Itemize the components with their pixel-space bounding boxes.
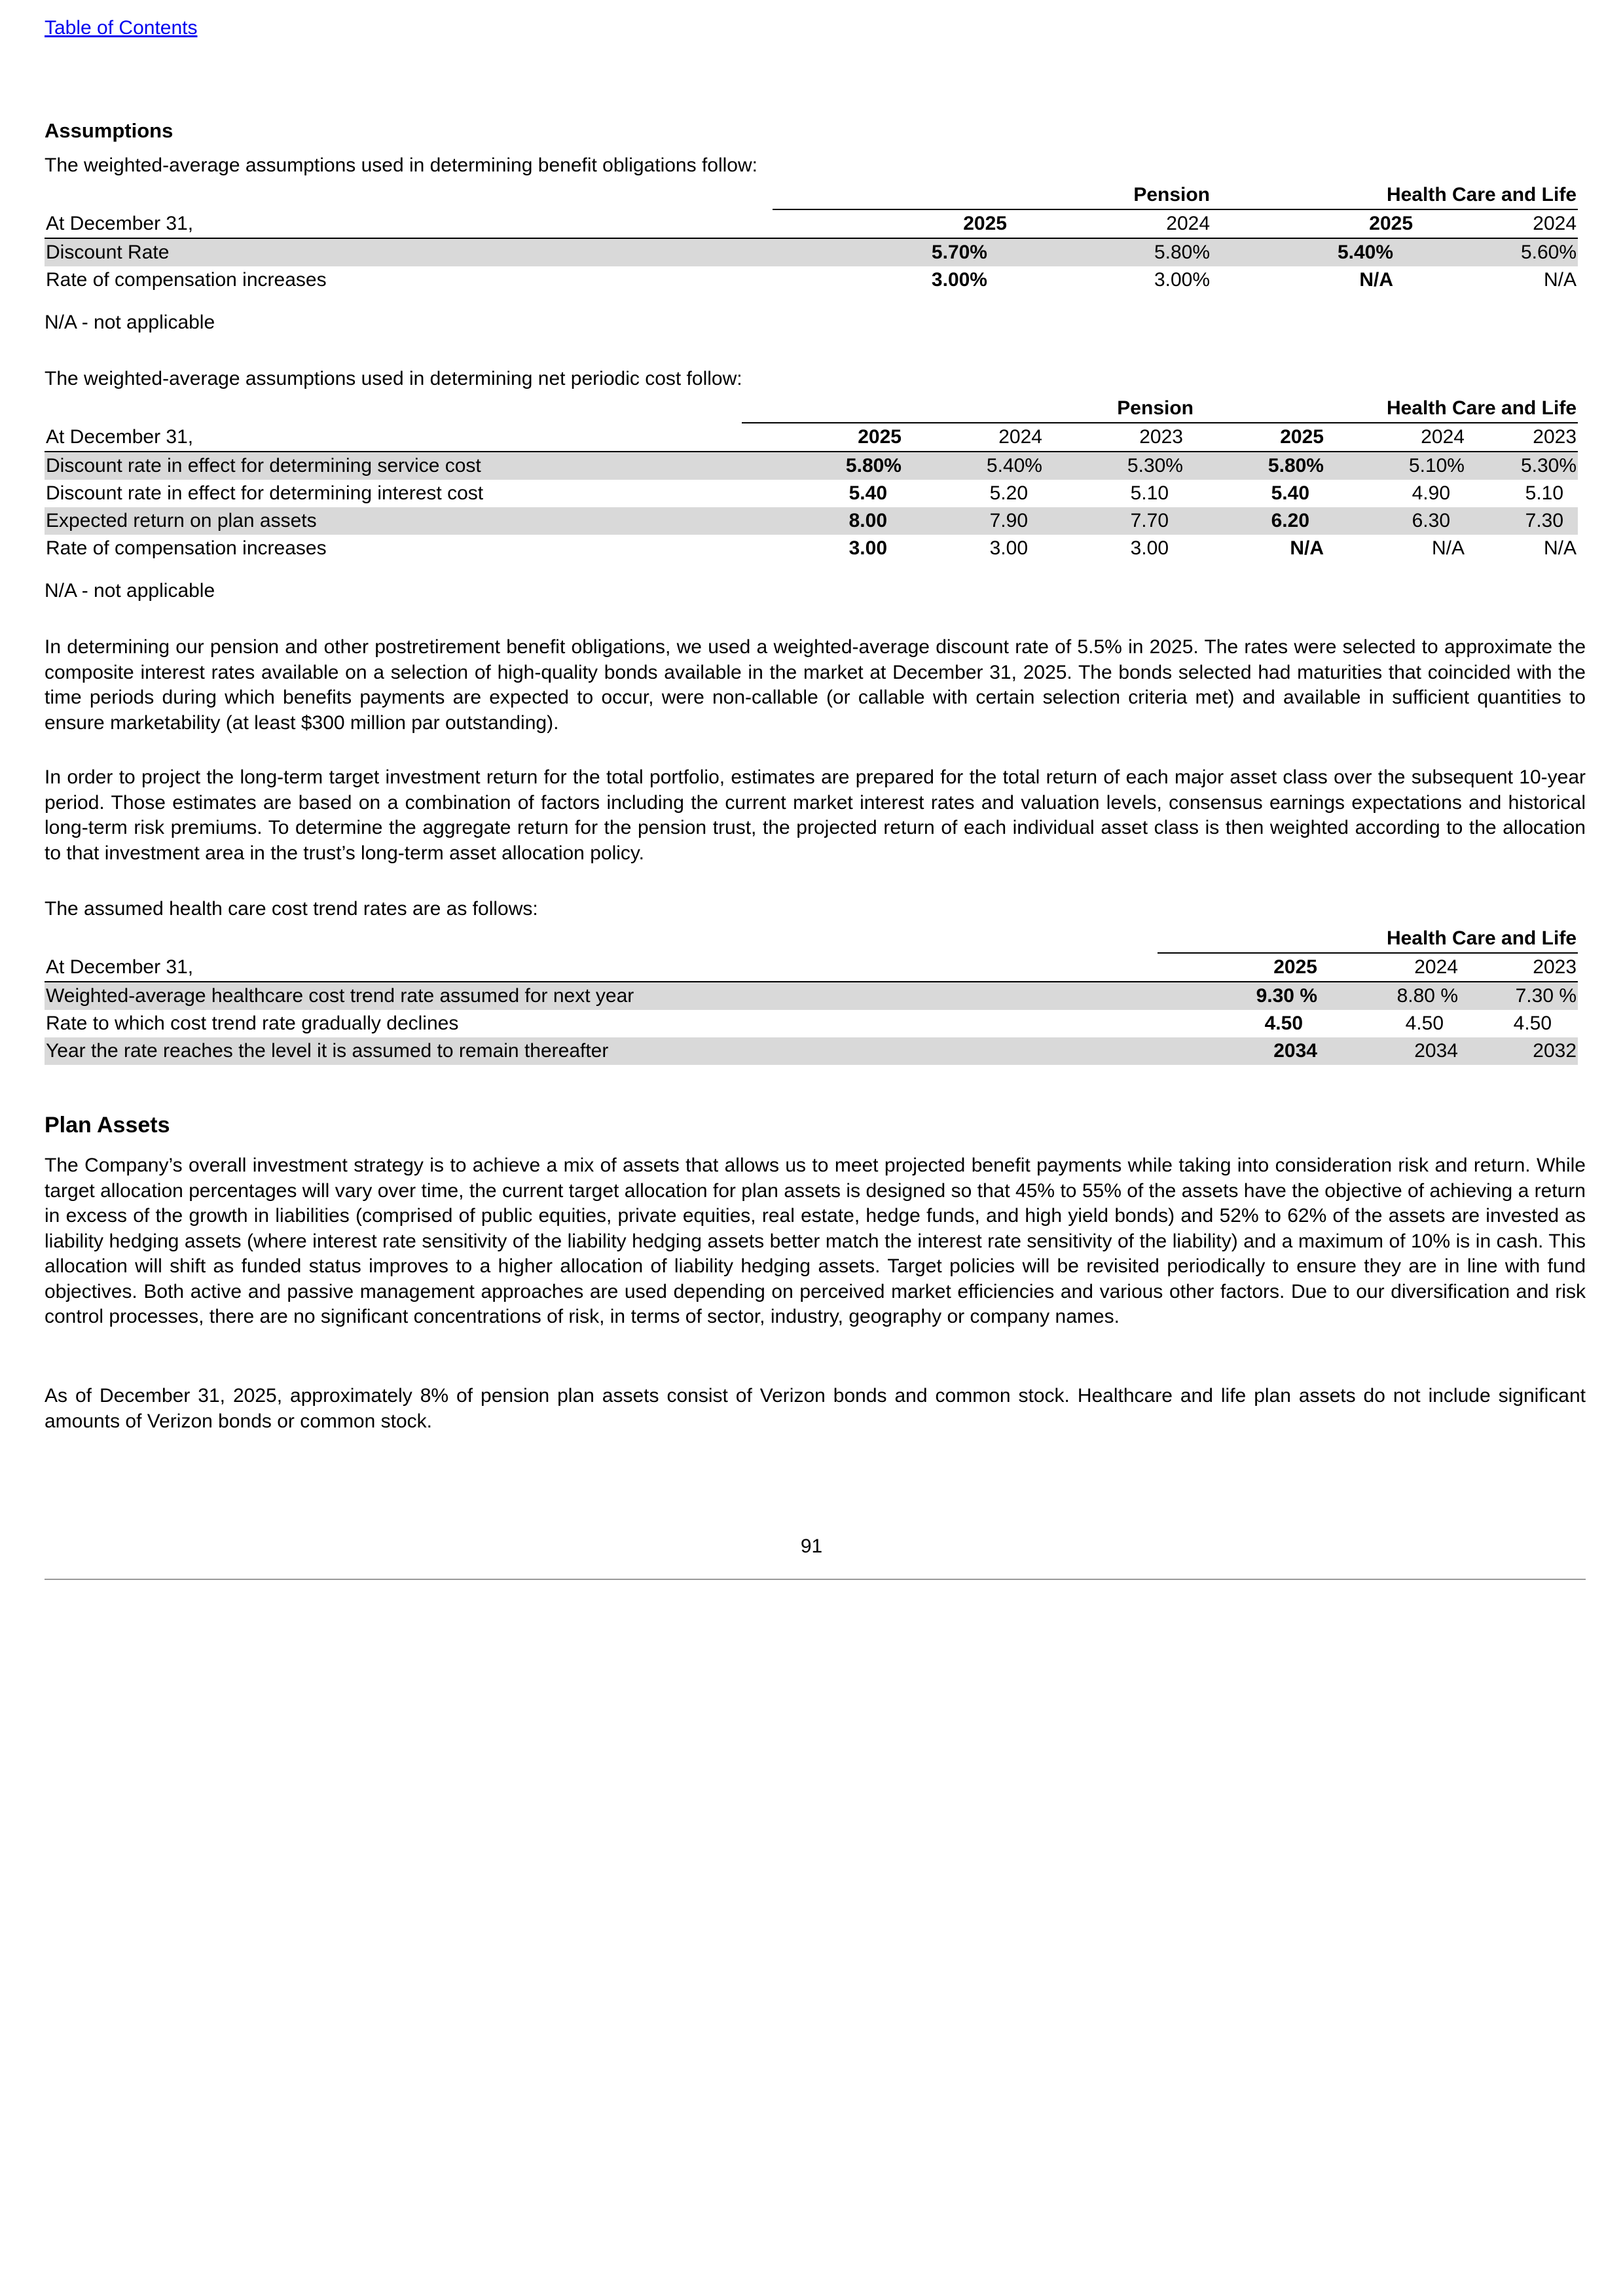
column-label: At December 31, [45,423,742,452]
investment-strategy-paragraph: The Company’s overall investment strategy is to achieve a mix of assets that allows us to meet projected benefit payments while taking into consideration risk and return. While target allocation percentages will vary over time, the current target allocation for plan assets is designed so that 45% to 55% of the assets have the objective of achieving a return in excess of the growth in liabilities (comprised of public equities, private equities, real estate, hedge funds, and high yield bonds) and 52% to 62% of the assets are invested as liability hedging assets (where interest rate sensitivity of the liability hedging assets better match the interest rate sensitivity of the liability) and a maximum of 10% is in cash. This allocation will shift as funded status improves to a higher allocation of liability hedging assets. Target policies will be revisited periodically to ensure they are in line with fund objectives. Both active and passive management approaches are used depending on perceived market efficiencies and various other factors. Due to our diversification and risk control processes, there are no significant concentrations of risk, in terms of sector, industry, geography or company names. [45,1155,1586,1327]
table-of-contents-link[interactable]: Table of Contents [45,17,198,39]
group-header-pension: Pension [773,181,1211,209]
investment-return-paragraph: In order to project the long-term target investment return for the total portfolio, estimates are prepared for the total return of each major asset class over the subsequent 10-year period. Those estimates are based on a combination of factors including the current market interest rates and valuation levels, consensus earnings expectations and historical long-term risk premiums. To determine the aggregate return for the pension trust, the projected return of each individual asset class is then weighted according to the allocation to that investment area in the trust’s long-term asset allocation policy. [45,766,1586,864]
table-cell: 5.10% [1336,452,1476,480]
table-cell: N/A [1431,537,1465,559]
table-cell: 3.00% [1154,269,1211,291]
table-cell: 8.00 [742,507,913,535]
discount-rate-paragraph: In determining our pension and other postretirement benefit obligations, we used a weighted-average discount rate of 5.5% in 2025. The rates were selected to approximate the composite interest rates available on a selection of high-quality bonds available in the market at December 31, 2025. The bonds selected had maturities that coincided with the time periods during which benefits payments are expected to occur, were non-callable (or callable with certain selection criteria met) and available in sufficient quantities to ensure marketability (at least $300 million par outstanding). [45,636,1586,734]
column-label: At December 31, [45,209,773,238]
table-cell: 5.40% [1211,238,1414,266]
table-cell: 5.80% [1008,238,1211,266]
table-cell: 5.40 [848,482,887,504]
section-heading-plan-assets: Plan Assets [45,1113,170,1138]
table-row [45,452,1578,480]
group-header-health-care-life: Health Care and Life [1195,395,1578,423]
row-label: Weighted-average healthcare cost trend rate assumed for next year [45,982,1158,1010]
benefit-obligations-intro: The weighted-average assumptions used in determining benefit obligations follow: [45,154,757,176]
table-cell: 4.50 [1513,1013,1552,1034]
group-header-pension: Pension [742,395,1195,423]
table-cell: 5.60% [1414,238,1578,266]
table-cell: 2034 [1329,1037,1470,1065]
table-row [45,1010,1578,1037]
table-cell: 5.30% [1054,452,1195,480]
table-cell: N/A [1290,537,1324,559]
year-header: 2025 [773,209,1008,238]
table-cell: 5.80% [1195,452,1336,480]
table-cell: 9.30 % [1158,982,1329,1010]
table-cell: 7.30 % [1470,982,1578,1010]
year-header: 2023 [1054,423,1195,452]
page-number: 91 [800,1535,823,1557]
trend-rates-intro: The assumed health care cost trend rates are as follows: [45,898,538,920]
table-cell: 7.70 [1054,507,1195,535]
table-cell: 7.90 [913,507,1054,535]
table-cell: 3.00 [848,537,887,559]
table-cell: 3.00 [989,537,1028,559]
table-cell: 2034 [1158,1037,1329,1065]
table-row [45,507,1578,535]
table-row [45,238,1578,266]
column-label: At December 31, [45,953,1158,982]
na-note: N/A - not applicable [45,580,215,601]
table-row [45,266,1578,294]
net-periodic-cost-table [45,395,1578,562]
year-header: 2024 [1414,209,1578,238]
table-cell: 5.10 [1130,482,1169,504]
table-cell: 4.50 [1264,1013,1303,1034]
year-header: 2024 [1329,953,1470,982]
table-cell: 8.80 % [1329,982,1470,1010]
health-care-trend-table [45,925,1578,1065]
table-row [45,982,1578,1010]
row-label: Discount rate in effect for determining interest cost [46,482,484,504]
row-label: Rate of compensation increases [46,269,327,291]
table-cell: 5.70% [773,238,1008,266]
table-cell: 6.30 [1336,507,1476,535]
table-cell: 5.20 [989,482,1028,504]
row-label: Year the rate reaches the level it is assumed to remain thereafter [45,1037,1158,1065]
group-header-health-care-life: Health Care and Life [1158,925,1578,953]
table-cell: N/A [1359,269,1394,291]
table-cell: 3.00 [1130,537,1169,559]
benefit-obligations-table [45,181,1578,294]
year-header: 2025 [1211,209,1414,238]
group-header-health-care-life: Health Care and Life [1211,181,1578,209]
year-header: 2023 [1476,423,1578,452]
table-cell: 4.90 [1412,482,1450,504]
row-label: Discount Rate [45,238,773,266]
table-cell: 7.30 [1476,507,1578,535]
table-row [45,480,1578,507]
table-cell: 4.50 [1405,1013,1444,1034]
net-periodic-cost-intro: The weighted-average assumptions used in determining net periodic cost follow: [45,368,742,389]
table-cell: 5.80% [742,452,913,480]
year-header: 2024 [1336,423,1476,452]
year-header: 2023 [1470,953,1578,982]
year-header: 2025 [1195,423,1336,452]
year-header: 2025 [1158,953,1329,982]
year-header: 2024 [1008,209,1211,238]
verizon-holdings-paragraph: As of December 31, 2025, approximately 8% of pension plan assets consist of Verizon bonds and common stock. Healthcare and life plan assets do not include significant amounts of Verizon bonds or common stock. [45,1385,1586,1432]
table-cell: N/A [1544,269,1577,291]
table-cell: N/A [1544,537,1577,559]
table-cell: 5.30% [1476,452,1578,480]
table-cell: 2032 [1470,1037,1578,1065]
table-cell: 5.40 [1271,482,1309,504]
row-label: Discount rate in effect for determining service cost [45,452,742,480]
footer-divider [45,1579,1586,1580]
year-header: 2025 [742,423,913,452]
table-cell: 5.40% [913,452,1054,480]
table-row [45,535,1578,562]
table-cell: 6.20 [1195,507,1336,535]
year-header: 2024 [913,423,1054,452]
row-label: Rate to which cost trend rate gradually declines [46,1013,459,1034]
table-row [45,1037,1578,1065]
row-label: Rate of compensation increases [46,537,327,559]
row-label: Expected return on plan assets [45,507,742,535]
table-cell: 3.00% [931,269,987,291]
section-heading-assumptions: Assumptions [45,119,173,142]
na-note: N/A - not applicable [45,312,215,333]
table-cell: 5.10 [1525,482,1564,504]
